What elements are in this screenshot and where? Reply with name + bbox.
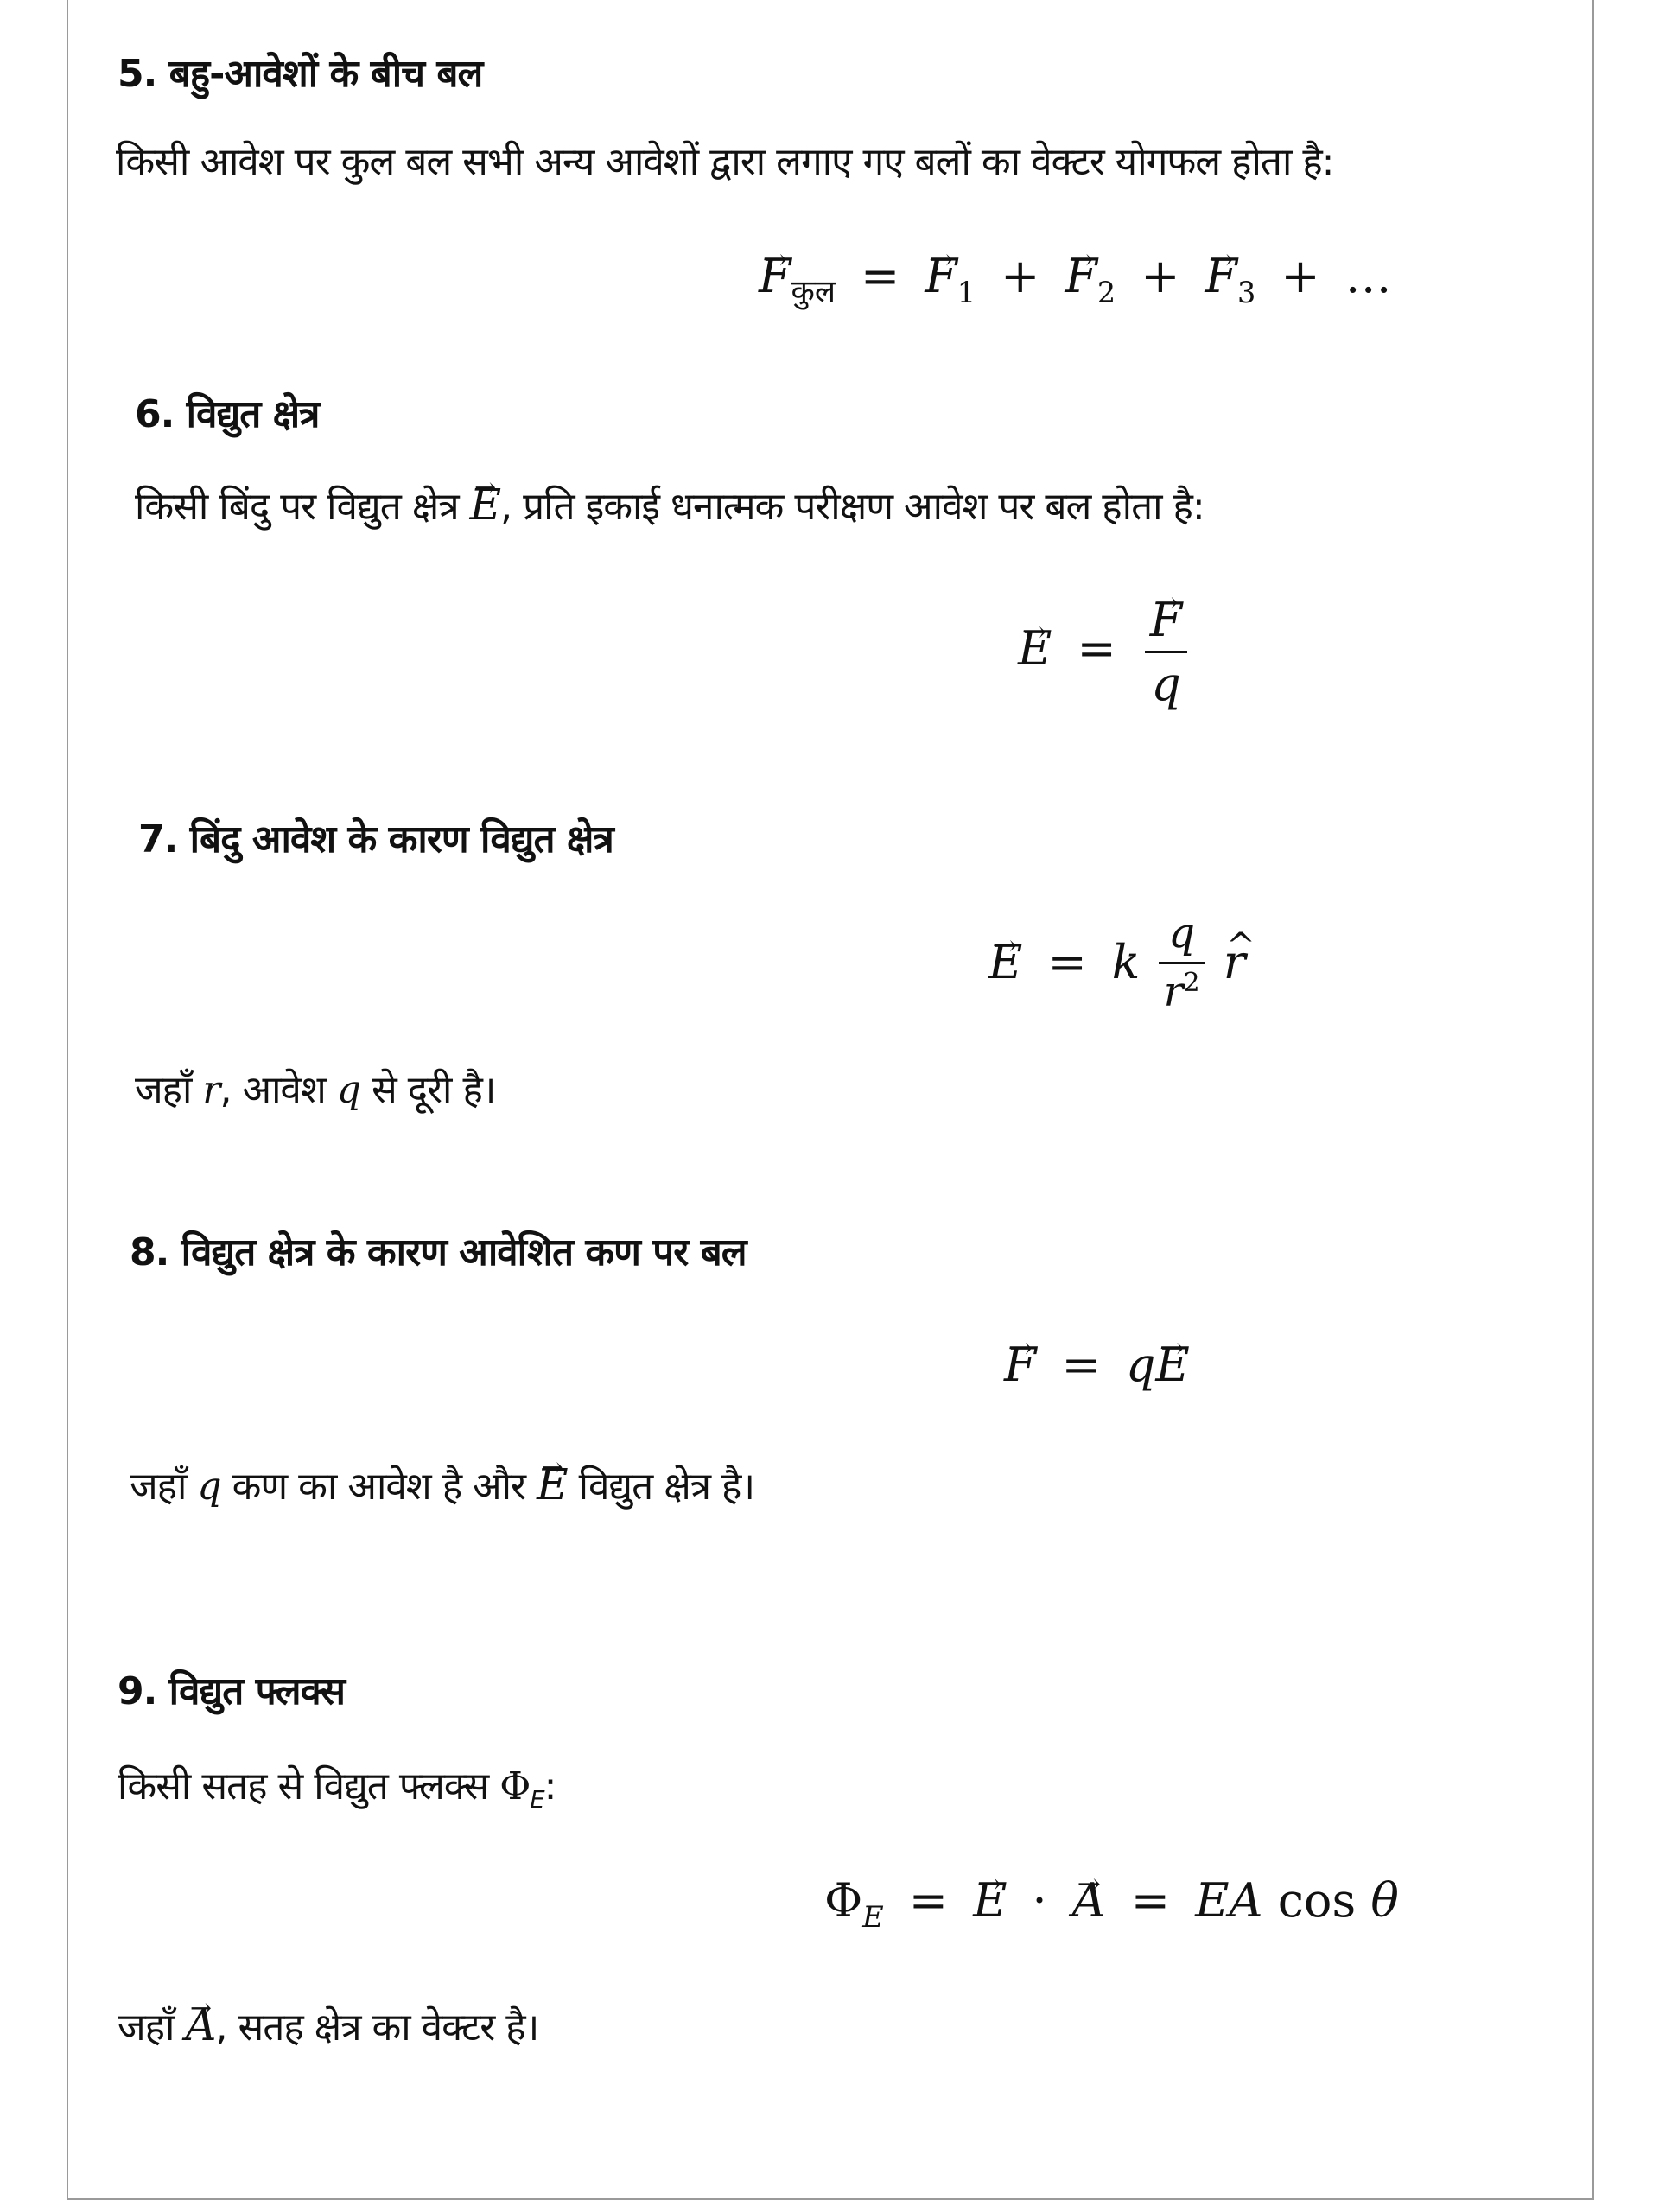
total-force-symbol: → F: [759, 249, 791, 304]
section-9-note: [118, 2001, 538, 2052]
force-per-charge-fraction: [1145, 594, 1187, 710]
field-lhs-symbol: → E: [1018, 621, 1052, 677]
section-7-formula: [988, 911, 1246, 1021]
section-6-intro-text: किसी बिंदु पर विद्युत क्षेत्र: [135, 485, 459, 529]
section-9-formula: [824, 1873, 1399, 1935]
plus-sign: +: [1001, 249, 1040, 303]
force-3-subscript: 3: [1237, 275, 1256, 309]
plus-sign: +: [1141, 249, 1180, 303]
section-9-intro-colon: :: [543, 1764, 556, 1808]
distance-exponent: 2: [1183, 968, 1200, 999]
equals-sign: =: [1130, 1873, 1171, 1928]
flux-subscript: E: [862, 1899, 884, 1934]
total-subscript: कुल: [791, 273, 836, 309]
flux-subscript: E: [530, 1786, 544, 1814]
section-6-formula: [1018, 594, 1191, 710]
equals-sign: =: [1077, 620, 1116, 676]
equals-sign: =: [861, 249, 900, 303]
section-7-note: [135, 1066, 495, 1115]
section-9-note-where: जहाँ: [118, 2005, 175, 2050]
area-vector-symbol: → A: [185, 2001, 215, 2050]
charge-symbol: q: [197, 1465, 221, 1509]
section-8-heading: 8. विद्युत क्षेत्र के कारण आवेशित कण पर बल: [130, 1230, 747, 1274]
charge-numerator: q: [1168, 909, 1195, 957]
charge-denominator: q: [1151, 657, 1181, 712]
section-7-note-mid: , आवेश: [219, 1068, 326, 1112]
charge-over-distance-fraction: [1159, 911, 1205, 1021]
cosine-function: cos: [1277, 1873, 1357, 1928]
section-8-note-rest: विद्युत क्षेत्र है।: [578, 1465, 755, 1509]
section-6-intro: [135, 480, 1205, 531]
section-7-note-where: जहाँ: [135, 1068, 192, 1112]
section-6-intro-rest: , प्रति इकाई धनात्मक परीक्षण आवेश पर बल होता है:: [500, 485, 1205, 529]
electric-field-symbol: → E: [1155, 1338, 1189, 1393]
charge-symbol: q: [1125, 1338, 1156, 1392]
section-7-note-rest: से दूरी है।: [371, 1068, 496, 1112]
section-5-formula: [759, 249, 1392, 310]
dot-product: ·: [1032, 1873, 1047, 1928]
electric-field-symbol: → E: [470, 480, 501, 529]
equals-sign: =: [1061, 1338, 1101, 1392]
electric-field-symbol: → E: [973, 1873, 1007, 1929]
field-times-area: EA: [1195, 1873, 1263, 1928]
fraction-bar: [1145, 651, 1187, 653]
plus-sign: +: [1281, 249, 1320, 303]
section-9-intro: [118, 1763, 556, 1816]
area-vector-symbol: → A: [1072, 1873, 1106, 1929]
section-9-intro-text: किसी सतह से विद्युत फ्लक्स: [118, 1764, 489, 1808]
ellipsis: …: [1344, 249, 1392, 303]
force-3-symbol: → F: [1205, 249, 1237, 304]
equals-sign: =: [908, 1873, 949, 1928]
charge-symbol: q: [336, 1068, 360, 1112]
force-lhs-symbol: → F: [1004, 1338, 1036, 1393]
section-5-intro: किसी आवेश पर कुल बल सभी अन्य आवेशों द्वारा लगाए गए बलों का वेक्टर योगफल होता है:: [116, 140, 1334, 184]
field-lhs-symbol: → E: [988, 935, 1022, 990]
unit-vector-r: ^ r: [1224, 935, 1246, 990]
section-5-heading: 5. बहु-आवेशों के बीच बल: [118, 52, 483, 96]
equals-sign: =: [1047, 934, 1087, 989]
section-8-note: [130, 1460, 754, 1511]
section-9-note-rest: , सतह क्षेत्र का वेक्टर है।: [215, 2005, 539, 2050]
angle-theta: θ: [1370, 1873, 1399, 1928]
section-6-heading: 6. विद्युत क्षेत्र: [135, 392, 320, 436]
force-1-subscript: 1: [957, 275, 976, 309]
distance-symbol: r: [202, 1068, 220, 1112]
section-8-formula: [1004, 1338, 1190, 1393]
electric-field-symbol: → E: [537, 1460, 568, 1509]
section-9-heading: 9. विद्युत फ्लक्स: [118, 1669, 346, 1713]
flux-symbol: Φ: [499, 1764, 531, 1808]
coulomb-constant: k: [1111, 934, 1141, 989]
force-numerator: → F: [1150, 594, 1182, 645]
fraction-bar: [1159, 962, 1205, 964]
section-8-note-where: जहाँ: [130, 1465, 187, 1509]
flux-symbol: Φ: [824, 1873, 863, 1928]
force-1-symbol: → F: [925, 249, 957, 304]
force-2-subscript: 2: [1096, 275, 1116, 309]
section-8-note-mid: कण का आवेश है और: [232, 1465, 526, 1509]
section-7-heading: 7. बिंदु आवेश के कारण विद्युत क्षेत्र: [138, 817, 613, 861]
distance-denominator: r: [1163, 967, 1184, 1016]
force-2-symbol: → F: [1065, 249, 1096, 304]
